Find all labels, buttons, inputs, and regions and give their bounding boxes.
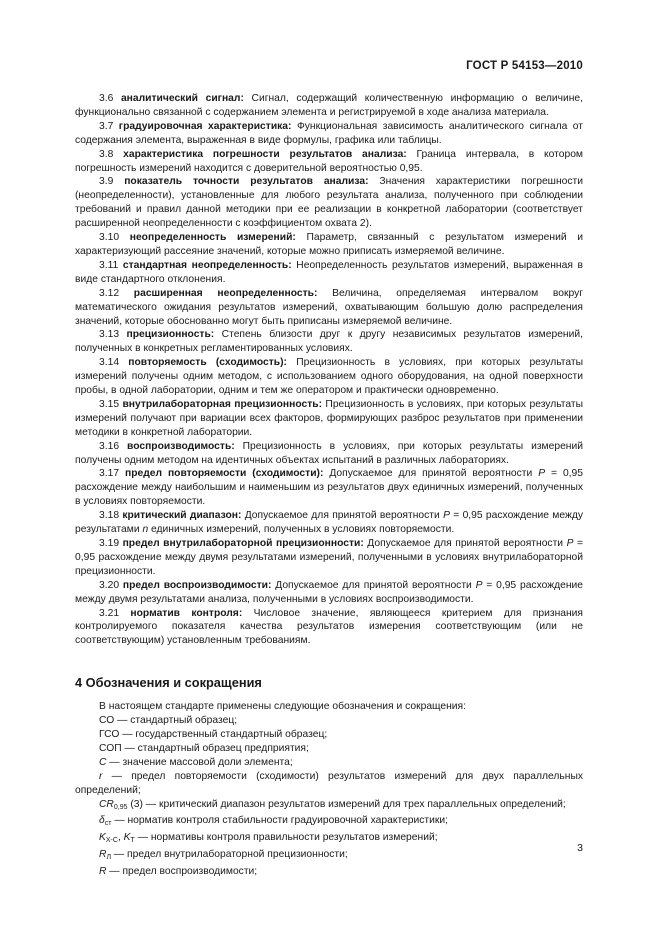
variable-symbol: n	[142, 524, 149, 536]
definition-text: Допускаемое для принятой вероятности	[241, 510, 444, 522]
symbol: K	[99, 832, 106, 844]
variable-symbol: P	[443, 510, 450, 522]
symbol: r	[99, 770, 103, 782]
definition-term: градуировочная характеристика:	[118, 120, 292, 132]
abbreviation-item	[75, 831, 583, 848]
definitions-list	[75, 92, 583, 648]
symbol: CR	[99, 798, 114, 810]
definition-item	[75, 120, 583, 148]
abbreviation-text: — норматив контроля стабильности градуировочной характеристики;	[111, 815, 448, 827]
definition-term: аналитический сигнал:	[120, 93, 244, 104]
symbol-subscript: ст	[104, 820, 112, 828]
abbreviation-text: СО — стандартный образец;	[99, 715, 238, 727]
definition-number: 3.15	[99, 398, 123, 410]
symbol: R	[99, 849, 107, 861]
definition-term: предел внутрилабораторной прецизионности:	[122, 538, 364, 549]
section-title: 4 Обозначения и сокращения	[75, 675, 262, 691]
definition-term: характеристика погрешности результатов анализа:	[123, 148, 407, 160]
definition-term: показатель точности результатов анализа:	[124, 176, 369, 188]
definition-text: Параметр, связанный с результатом измерений и характеризующий рассеяние значений, которые можно приписать измеряемой величине.	[75, 232, 584, 257]
abbreviation-text: ГСО — государственный стандартный образец;	[99, 728, 328, 740]
page-content	[75, 92, 583, 879]
abbreviation-item	[75, 728, 583, 742]
symbol: R	[99, 866, 107, 878]
definition-text: Неопределенность результатов измерений, выраженная в виде стандартного отклонения.	[75, 259, 584, 285]
definition-item	[75, 356, 583, 398]
abbreviation-text: — предел воспроизводимости;	[106, 866, 258, 878]
definition-item	[75, 259, 583, 287]
definition-item	[75, 607, 583, 649]
definition-text: Допускаемое для принятой вероятности	[363, 538, 567, 549]
definition-text: Прецизионность в условиях, при которых результаты измерений получают при вариации всех факторов, формирующих разброс результатов при применении методики в конкретной лаборатории.	[75, 398, 584, 438]
definition-text: Прецизионность в условиях, при которых результаты измерений получены одним методом на идентичных объектах испытаний в различных лабораториях.	[75, 440, 583, 466]
definition-term: стандартная неопределенность:	[122, 259, 292, 271]
symbol-subscript: Х-С	[105, 837, 118, 845]
definition-item	[75, 537, 583, 579]
definition-number: 3.6	[99, 93, 121, 104]
section-intro: В настоящем стандарте применены следующие обозначения и сокращения:	[99, 701, 466, 713]
abbreviation-item	[75, 714, 583, 728]
abbreviation-item	[75, 798, 583, 815]
definition-number: 3.16	[99, 440, 127, 452]
definition-number: 3.14	[99, 357, 129, 369]
definition-text: Прецизионность в условиях, при которых результаты измерений получены одним методом, с использованием одного оборудования, на одной поверхности пробы, в одной лаборатории, одним и тем же оператором и практически одновременно.	[75, 357, 583, 397]
definition-item	[75, 398, 583, 440]
definition-text: = 0,95 расхождение между двумя результатами анализа, полученными в условиях воспроизводимости.	[75, 579, 584, 605]
definition-number: 3.20	[99, 579, 123, 591]
definition-number: 3.10	[99, 232, 130, 244]
definition-text: Числовое значение, являющееся критерием для признания контролируемого показателя качества результатов измерения соответствующим (или не соответствующим) установленным требованиям.	[75, 607, 583, 647]
definition-term: повторяемость (сходимость):	[128, 357, 287, 369]
definition-text: Величина, определяемая интервалом вокруг математического ожидания результатов измерений, охватывающим большую долю распределения значений, которые обоснованно могут быть приписаны измеряемой величине.	[75, 287, 583, 327]
definition-item	[75, 92, 583, 120]
definition-number: 3.18	[99, 510, 123, 522]
definition-item	[75, 328, 583, 356]
abbreviation-item	[75, 865, 583, 879]
definition-term: внутрилабораторная прецизионность:	[122, 398, 323, 410]
definition-term: предел воспроизводимости:	[122, 579, 272, 591]
definition-item	[75, 440, 583, 468]
definition-item	[75, 287, 583, 329]
definition-text: Допускаемое для принятой вероятности	[323, 468, 539, 480]
definition-term: расширенная неопределенность:	[133, 287, 318, 299]
variable-symbol: P	[475, 579, 483, 591]
definition-item	[75, 175, 583, 231]
abbreviation-item	[75, 742, 583, 756]
definition-number: 3.17	[99, 468, 125, 480]
symbol-subscript: Т	[130, 837, 135, 845]
abbreviation-item	[75, 770, 583, 798]
definition-number: 3.19	[99, 538, 123, 549]
definition-text: = 0,95 расхождение между двумя результатами измерений, полученными в условиях внутрилабораторной прецизионности.	[75, 538, 584, 577]
definition-item	[75, 467, 583, 509]
definition-text: Функциональная зависимость аналитического сигнала от содержания элемента, выраженная в виде формулы, графика или таблицы.	[75, 120, 583, 146]
page-number: 3	[577, 842, 583, 854]
abbreviation-text: (3) — критический диапазон результатов измерений для трех параллельных определений;	[127, 798, 566, 810]
definition-text: Значения характеристики погрешности (неопределенности), установленные для любого результата анализа, полученного при соблюдении требований и правил данной методики при ее реализации в конкретной лаборатории (соответствует расширенной неопределенности с коэффициентом охвата 2).	[75, 176, 583, 230]
symbol-subscript: Л	[106, 854, 112, 862]
abbreviations-list	[75, 714, 583, 879]
definition-term: предел повторяемости (сходимости):	[124, 468, 324, 480]
definition-term: воспроизводимость:	[127, 440, 235, 452]
variable-symbol: P	[538, 468, 546, 480]
definition-item	[75, 509, 583, 537]
definition-item	[75, 148, 583, 176]
definition-item	[75, 231, 583, 259]
symbol: δ	[99, 815, 105, 827]
definition-number: 3.13	[99, 329, 127, 341]
abbreviation-text: — нормативы контроля правильности результатов измерений;	[134, 832, 438, 844]
abbreviation-text: СОП — стандартный образец предприятия;	[99, 742, 309, 754]
definition-number: 3.8	[99, 148, 124, 160]
symbol-subscript: 0,95	[113, 803, 128, 811]
abbreviation-item	[75, 814, 583, 831]
abbreviation-text: — предел внутрилабораторной прецизионности;	[111, 849, 348, 861]
abbreviation-text: — предел повторяемости (сходимости) результатов измерений для двух параллельных определений;	[75, 770, 583, 796]
document-code: ГОСТ Р 54153—2010	[466, 60, 583, 72]
definition-term: критический диапазон:	[122, 510, 242, 522]
variable-symbol: P	[566, 538, 574, 549]
definition-text: Допускаемое для принятой вероятности	[271, 579, 476, 591]
symbol: C	[99, 756, 107, 768]
definition-text: = 0,95 расхождение между результатами	[75, 510, 584, 536]
definition-number: 3.11	[99, 259, 123, 271]
definition-number: 3.7	[99, 120, 119, 132]
definition-text: единичных измерений, полученных в условиях повторяемости.	[148, 524, 455, 536]
definition-term: норматив контроля:	[130, 607, 243, 619]
abbreviation-item	[75, 848, 583, 865]
definition-number: 3.12	[99, 287, 134, 299]
definition-text: Сигнал, содержащий количественную информацию о величине, функционально связанной с содержанием элемента и регистрируемой в ходе анализа материала.	[75, 93, 583, 118]
definition-number: 3.9	[99, 176, 125, 188]
definition-item	[75, 579, 583, 607]
abbreviation-text: — значение массовой доли элемента;	[106, 756, 293, 768]
abbreviation-item	[75, 756, 583, 770]
separator: ,	[117, 832, 124, 844]
definition-term: неопределенность измерений:	[129, 232, 296, 244]
definition-text: Степень близости друг к другу независимых результатов измерений, полученных в конкретных регламентированных условиях.	[75, 329, 583, 355]
definition-text: = 0,95 расхождение между наибольшим и наименьшим из результатов двух единичных измерений, полученных в условиях повторяемости.	[75, 468, 584, 508]
definition-text: Граница интервала, в котором погрешность измерений находится с доверительной вероятностью 0,95.	[75, 148, 583, 174]
definition-number: 3.21	[99, 607, 131, 619]
symbol: K	[123, 832, 131, 844]
definition-term: прецизионность:	[126, 329, 215, 341]
